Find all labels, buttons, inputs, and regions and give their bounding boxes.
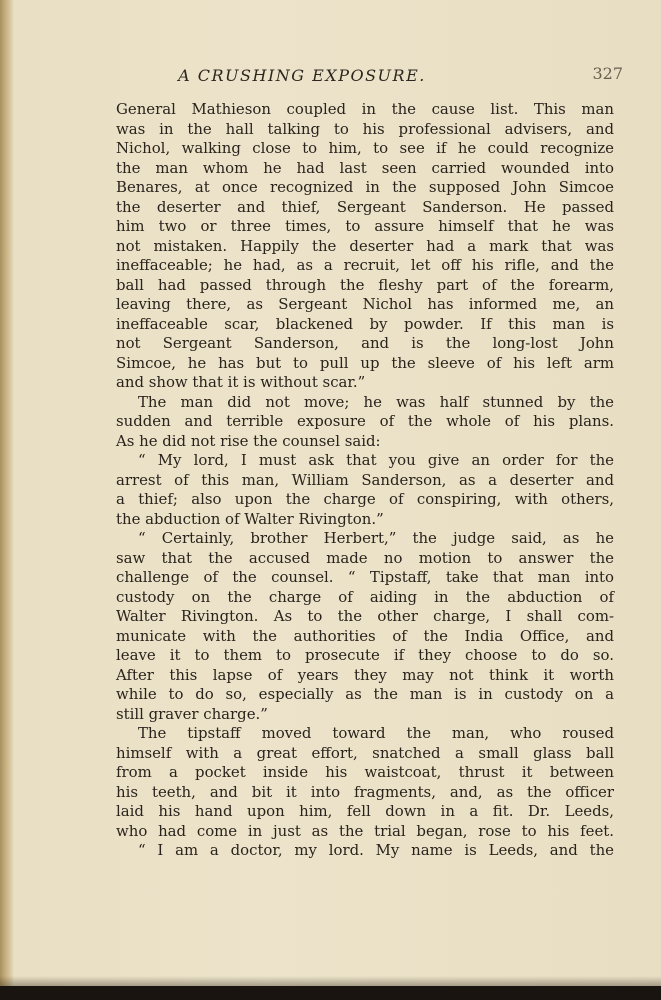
text-line: The tipstaff moved toward the man, who roused [138, 724, 614, 742]
text-line: the abduction of Walter Rivington.” [116, 509, 384, 528]
text-line: General Mathieson coupled in the cause list. This man [116, 100, 614, 118]
text-line: not Sergeant Sanderson, and is the long-lost John [116, 334, 614, 352]
text-line: ineffaceable; he had, as a recruit, let off his rifle, and the [116, 256, 614, 274]
page-bottom-edge [0, 986, 661, 1000]
running-title: A CRUSHING EXPOSURE. [178, 66, 426, 85]
text-line: Benares, at once recognized in the supposed John Simcoe [116, 178, 614, 196]
text-line: Walter Rivington. As to the other charge, I shall com- [116, 607, 614, 625]
page-bottom-shadow [0, 976, 661, 986]
text-line: the man whom he had last seen carried wounded into [116, 158, 614, 177]
text-line: As he did not rise the counsel said: [116, 431, 381, 450]
text-line: municate with the authorities of the India Office, and [116, 626, 614, 645]
text-line: leave it to them to prosecute if they choose to do so. [116, 646, 614, 664]
text-line: leaving there, as Sergeant Nichol has informed me, an [116, 295, 614, 313]
text-line: him two or three times, to assure himself that he was [116, 217, 614, 235]
page-number: 327 [592, 64, 623, 83]
text-line: ineffaceable scar, blackened by powder. If this man is [116, 314, 614, 333]
text-line: challenge of the counsel. “ Tipstaff, take that man into [116, 568, 614, 586]
text-line: custody on the charge of aiding in the abduction of [116, 587, 614, 606]
text-line: ball had passed through the fleshy part of the forearm, [116, 275, 614, 294]
page-binding-edge [0, 0, 14, 1000]
text-line: sudden and terrible exposure of the whole of his plans. [116, 412, 614, 430]
text-line: not mistaken. Happily the deserter had a mark that was [116, 236, 614, 255]
text-line: while to do so, especially as the man is in custody on a [116, 685, 614, 703]
text-line: was in the hall talking to his professional advisers, and [116, 119, 614, 138]
text-line: “ Certainly, brother Herbert,” the judge said, as he [138, 529, 614, 547]
text-line: still graver charge.” [116, 704, 268, 723]
text-line: saw that the accused made no motion to answer the [116, 548, 614, 567]
text-line: the deserter and thief, Sergeant Sanderson. He passed [116, 197, 614, 216]
text-line: arrest of this man, William Sanderson, as a deserter and [116, 470, 614, 489]
text-line: Nichol, walking close to him, to see if he could recognize [116, 139, 614, 157]
text-line: laid his hand upon him, fell down in a fit. Dr. Leeds, [116, 802, 614, 820]
text-line: “ I am a doctor, my lord. My name is Leeds, and the [138, 841, 614, 859]
text-line: who had come in just as the trial began, rose to his feet. [116, 821, 614, 840]
text-line: from a pocket inside his waistcoat, thrust it between [116, 763, 614, 781]
body-text [116, 100, 614, 861]
text-line: and show that it is without scar.” [116, 373, 366, 391]
text-line: The man did not move; he was half stunned by the [138, 392, 614, 411]
text-line: Simcoe, he has but to pull up the sleeve of his left arm [116, 353, 614, 372]
text-line: a thief; also upon the charge of conspiring, with others, [116, 490, 614, 508]
text-line: himself with a great effort, snatched a small glass ball [116, 743, 614, 762]
text-line: his teeth, and bit it into fragments, and, as the officer [116, 782, 614, 801]
text-line: After this lapse of years they may not think it worth [116, 665, 614, 684]
text-line: “ My lord, I must ask that you give an order for the [138, 451, 614, 469]
